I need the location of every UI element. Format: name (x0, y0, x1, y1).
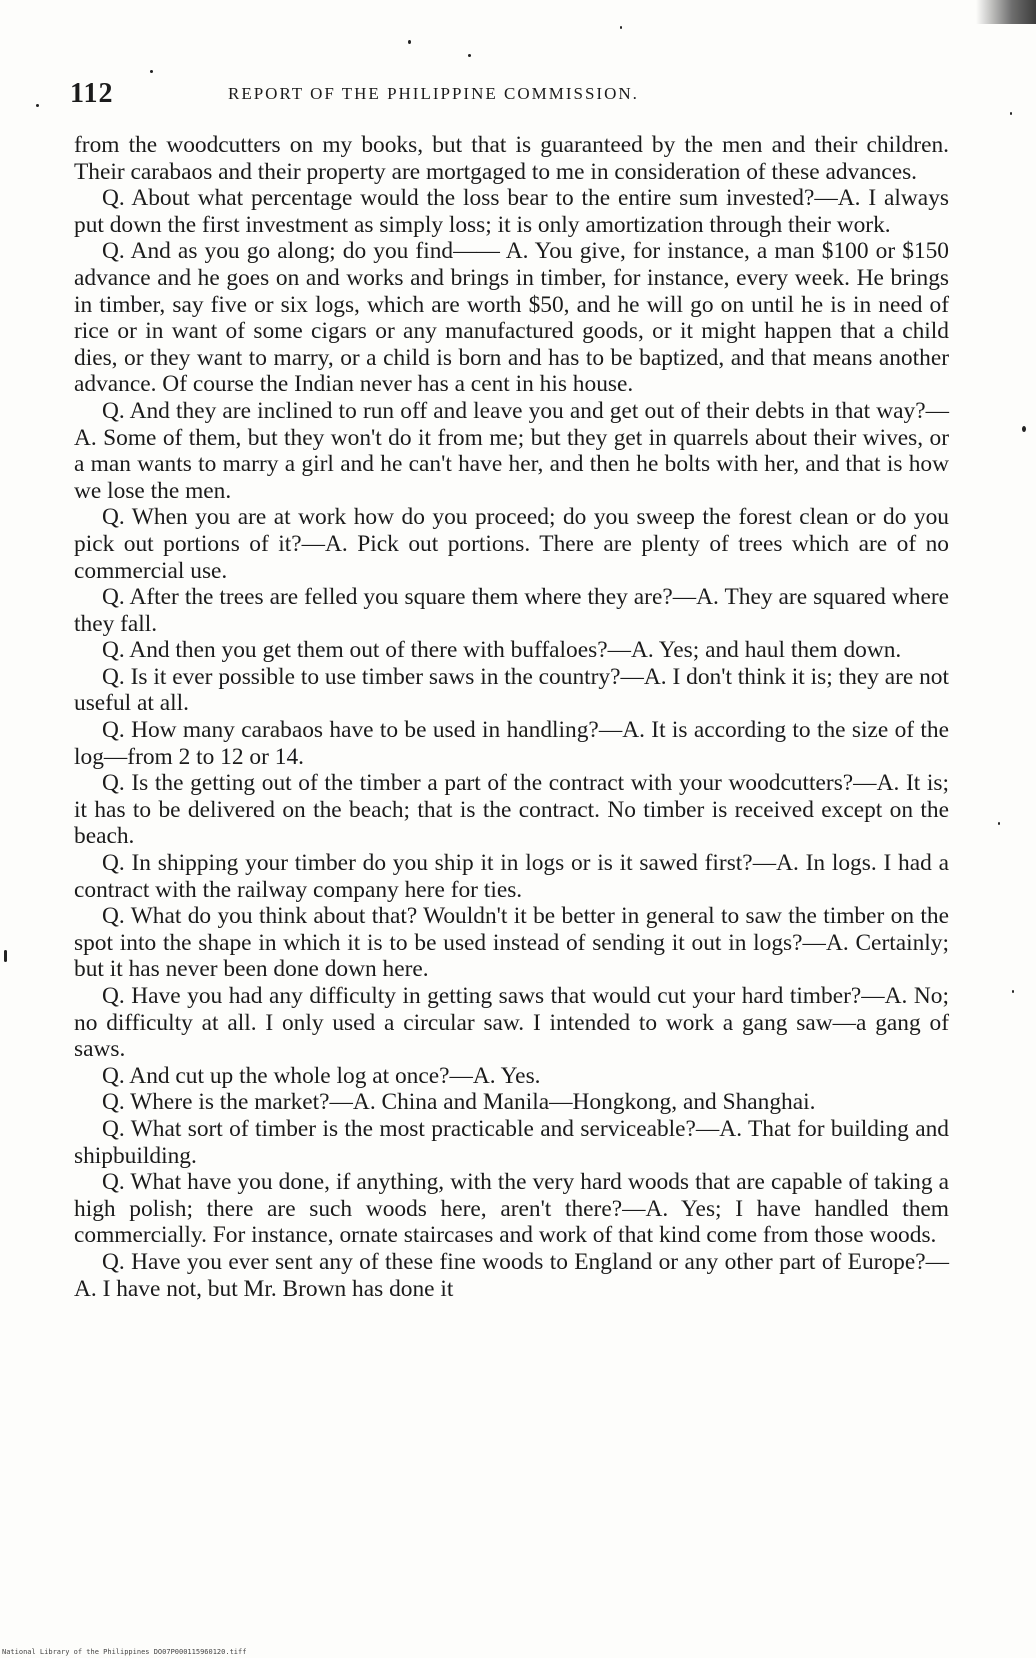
paragraph: Q. How many carabaos have to be used in handling?—A. It is according to the size of the log—from 2 to 12 or 14. (74, 717, 949, 770)
scan-speck (1012, 990, 1014, 993)
scan-speck (150, 70, 153, 73)
running-title: REPORT OF THE PHILIPPINE COMMISSION. (228, 84, 639, 103)
paragraph: Q. Is it ever possible to use timber saws in the country?—A. I don't think it is; they are not useful at all. (74, 663, 949, 717)
paragraph: Q. And they are inclined to run off and leave you and get out of their debts in that way?—A. Some of them, but they won't do it from me; but they get in quarrels about their wives, or a man wants to marry a girl and he can't have her, and then he bolts with her, and that is how we lose the men. (74, 397, 949, 504)
body-text (74, 132, 949, 1302)
scan-speck (998, 822, 1000, 825)
paragraph: Q. And cut up the whole log at once?—A. Yes. (102, 1062, 541, 1089)
paragraph: Q. And then you get them out of there with buffaloes?—A. Yes; and haul them down. (102, 637, 902, 664)
scan-speck (36, 104, 39, 107)
scan-speck (468, 54, 471, 57)
scan-speck (620, 26, 622, 29)
paragraph: Q. Have you ever sent any of these fine woods to England or any other part of Europe?—A. I have not, but Mr. Brown has done it (74, 1248, 949, 1302)
paragraph: Q. When you are at work how do you proceed; do you sweep the forest clean or do you pick out portions of it?—A. Pick out portions. There are plenty of trees which are of no commercial use. (74, 504, 949, 584)
running-head (68, 78, 948, 112)
paragraph: Q. In shipping your timber do you ship it in logs or is it sawed first?—A. In logs. I had a contract with the railway company here for ties. (74, 850, 949, 903)
page-number: 112 (70, 78, 114, 109)
scan-speck (408, 40, 411, 44)
paragraph: Q. And as you go along; do you find—— A. You give, for instance, a man $100 or $150 advance and he goes on and works and brings in timber, for instance, every week. He brings in timber, say five or six logs, which are worth $50, and he will go on until he is in need of rice or in want of some cigars or any manufactured goods, or it might happen that a child dies, or they want to marry, or a child is born and has to be baptized, and that means another advance. Of course the Indian never has a cent in his house. (74, 238, 949, 398)
scan-speck (1010, 112, 1012, 115)
paragraph: from the woodcutters on my books, but that is guaranteed by the men and their children. Their carabaos and their property are mortgaged to me in consideration of these advances. (74, 132, 949, 185)
scan-edge-shadow (976, 0, 1036, 24)
paragraph: Q. Is the getting out of the timber a part of the contract with your woodcutters?—A. It is; it has to be delivered on the beach; that is the contract. No timber is received except on the beach. (74, 770, 949, 850)
paragraph: Q. Have you had any difficulty in getting saws that would cut your hard timber?—A. No; no difficulty at all. I only used a circular saw. I intended to work a gang saw—a gang of saws. (74, 983, 949, 1063)
archive-stamp: National Library of the Philippines DO07P000115960120.tiff (2, 1648, 247, 1656)
scan-speck (1022, 426, 1026, 432)
paragraph: Q. What sort of timber is the most practicable and serviceable?—A. That for building and shipbuilding. (74, 1115, 949, 1169)
paragraph: Q. What have you done, if anything, with the very hard woods that are capable of taking a high polish; there are such woods here, aren't there?—A. Yes; I have handled them commercially. For instance, ornate staircases and work of that kind come from those woods. (74, 1169, 949, 1249)
scan-speck (4, 950, 7, 962)
paragraph: Q. Where is the market?—A. China and Manila—Hongkong, and Shanghai. (102, 1089, 816, 1116)
paragraph: Q. What do you think about that? Wouldn't it be better in general to saw the timber on the spot into the shape in which it is to be used instead of sending it out in logs?—A. Certainly; but it has never been done down here. (74, 903, 949, 983)
paragraph: Q. After the trees are felled you square them where they are?—A. They are squared where they fall. (74, 584, 949, 637)
paragraph: Q. About what percentage would the loss bear to the entire sum invested?—A. I always put down the first investment as simply loss; it is only amortization through their work. (74, 185, 949, 238)
